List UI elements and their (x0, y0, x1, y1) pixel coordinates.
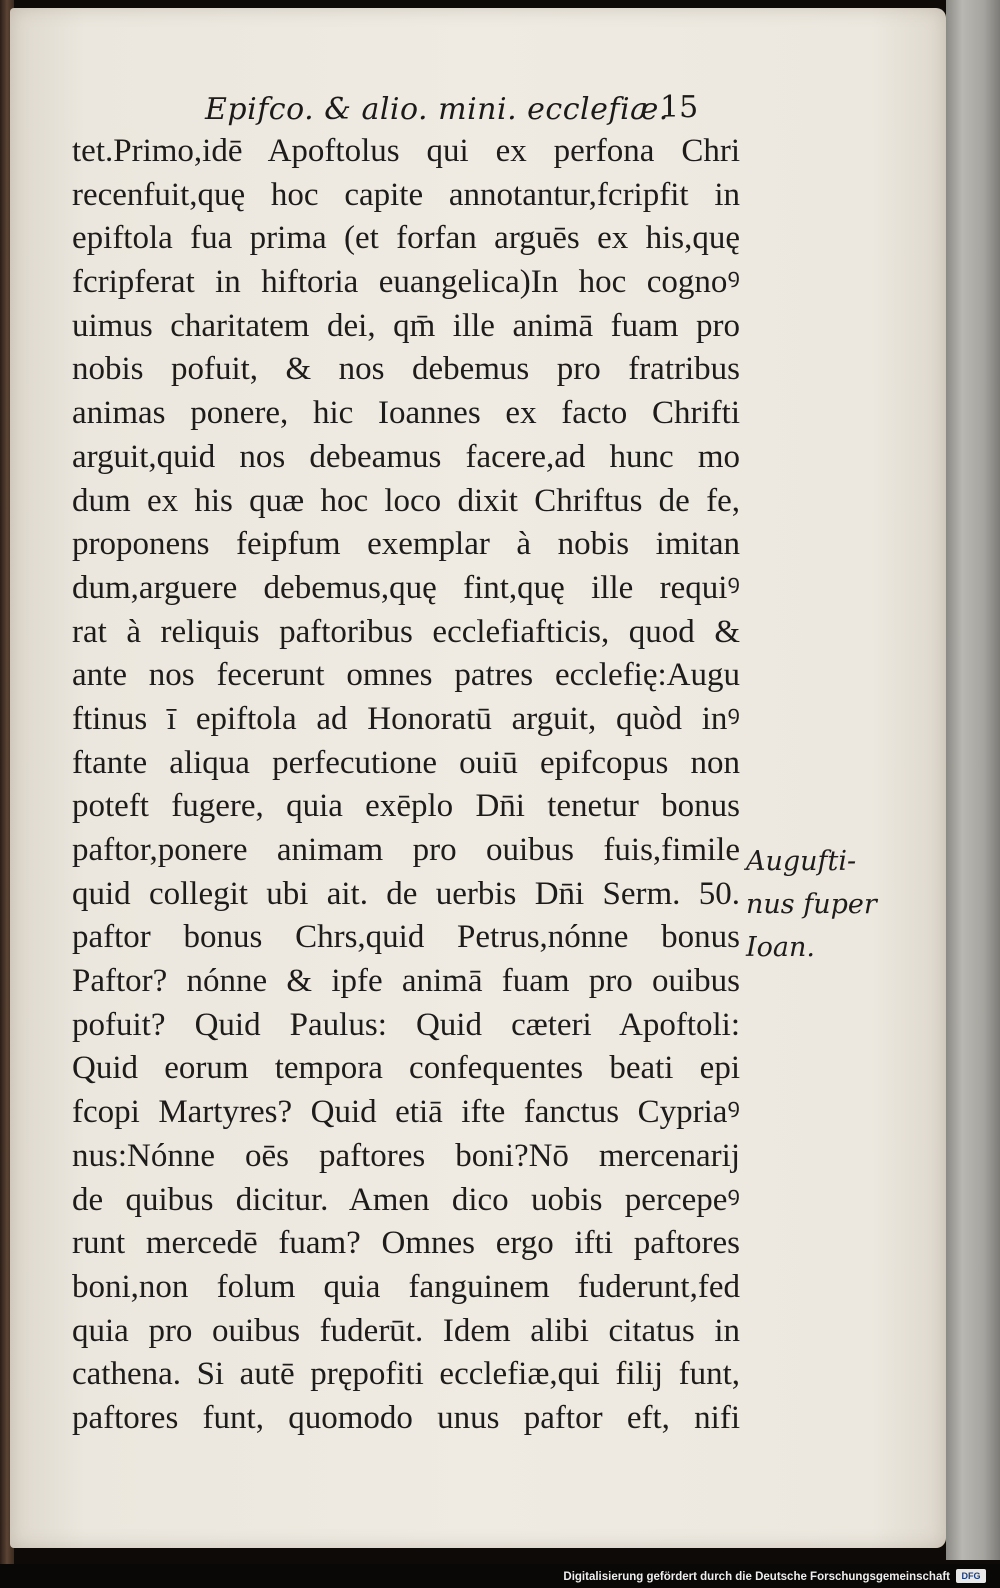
marginal-note-line: Ioan. (746, 932, 815, 963)
body-text (72, 130, 740, 1441)
text-line: nobis pofuit, & nos debemus pro fratribus (72, 351, 740, 388)
text-line: ante nos fecerunt omnes patres ecclefię:Augu (72, 657, 740, 694)
text-line: cathena. Si autē prępofiti ecclefiæ,qui filij funt, (72, 1356, 740, 1393)
dfg-logo-icon: DFG (956, 1569, 986, 1583)
text-line: ftinus ī epiftola ad Honoratū arguit, quòd inꝰ (72, 700, 740, 737)
text-line: pofuit? Quid Paulus: Quid cæteri Apoftoli: (72, 1006, 740, 1043)
text-line: Quid eorum tempora confequentes beati epi (72, 1050, 740, 1087)
text-line: arguit,quid nos debeamus facere,ad hunc mo (72, 438, 740, 475)
text-line: recenfuit,quę hoc capite annotantur,fcripfit in (72, 176, 740, 213)
running-head: Epifco. & alio. mini. ecclefiæ. (205, 92, 669, 127)
text-line: poteft fugere, quia exēplo Dn̄i tenetur bonus (72, 788, 740, 825)
marginal-note (746, 840, 896, 969)
text-line: rat à reliquis paftoribus ecclefiafticis, quod & (72, 613, 740, 650)
text-line: Paftor? nónne & ipfe animā fuam pro ouibus (72, 963, 740, 1000)
text-line: proponens feipfum exemplar à nobis imitan (72, 526, 740, 563)
text-line: dum ex his quæ hoc loco dixit Chriftus de fe, (72, 482, 740, 519)
text-line: paftores funt, quomodo unus paftor eft, nifi (72, 1399, 740, 1436)
text-line: quid collegit ubi ait. de uerbis Dn̄i Serm. 50. (72, 875, 740, 912)
marginal-note-line: Augufti- (746, 846, 857, 877)
text-line: epiftola fua prima (et forfan arguēs ex his,quę (72, 220, 740, 257)
page-number: 15 (660, 90, 699, 125)
facing-page-edge (946, 0, 1000, 1560)
text-line: uimus charitatem dei, qm̄ ille animā fuam pro (72, 307, 740, 344)
text-line: runt mercedē fuam? Omnes ergo ifti paftores (72, 1225, 740, 1262)
text-line: fcopi Martyres? Quid etiā ifte fanctus Cypriaꝰ (72, 1094, 740, 1131)
marginal-note-line: nus fuper (746, 889, 877, 920)
text-line: ftante aliqua perfecutione ouiū epifcopus non (72, 744, 740, 781)
text-line: paftor bonus Chrs,quid Petrus,nónne bonus (72, 919, 740, 956)
funding-credit: Digitalisierung gefördert durch die Deutsche Forschungsgemeinschaft (563, 1571, 950, 1583)
text-line: dum,arguere debemus,quę fint,quę ille requiꝰ (72, 569, 740, 606)
footer-bar (0, 1564, 1000, 1588)
text-line: quia pro ouibus fuderūt. Idem alibi citatus in (72, 1312, 740, 1349)
text-line: de quibus dicitur. Amen dico uobis percepeꝰ (72, 1181, 740, 1218)
text-line: nus:Nónne oēs paftores boni?Nō mercenarij (72, 1137, 740, 1174)
text-line: animas ponere, hic Ioannes ex facto Chrifti (72, 395, 740, 432)
text-line: paftor,ponere animam pro ouibus fuis,fimile (72, 832, 740, 868)
text-line: fcripferat in hiftoria euangelica)In hoc cognoꝰ (72, 264, 740, 301)
text-line: boni,non folum quia fanguinem fuderunt,fed (72, 1268, 740, 1305)
text-line: tet.Primo,idē Apoftolus qui ex perfona Chri (72, 133, 740, 169)
